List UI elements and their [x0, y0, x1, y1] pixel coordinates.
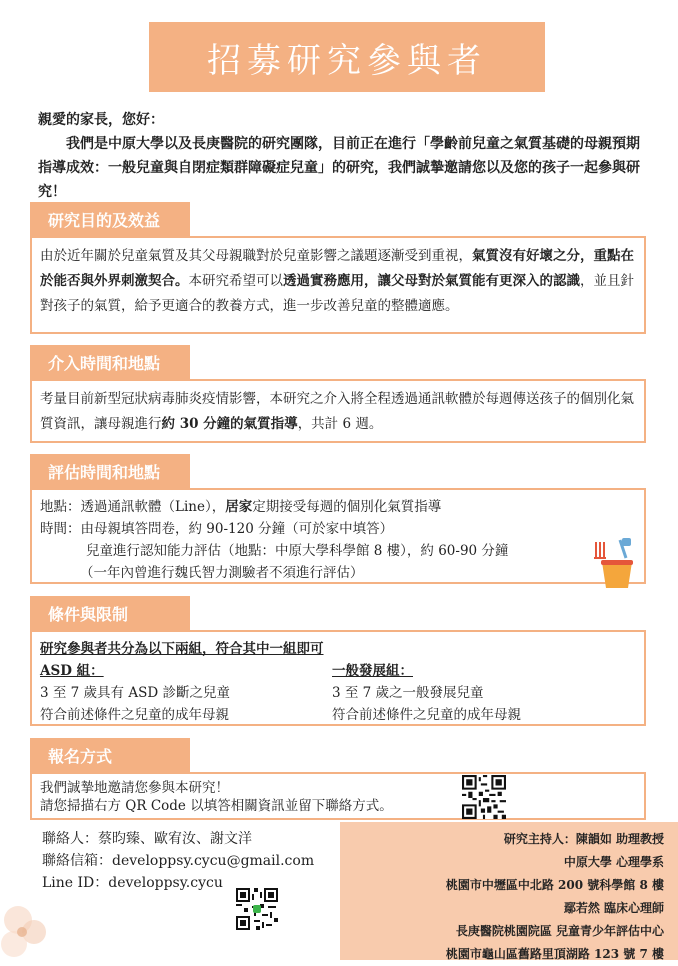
asd-criterion-1: 3 至 7 歲具有 ASD 診斷之兒童 [40, 685, 230, 701]
section-heading-purpose [30, 202, 190, 236]
assessment-note: （一年內曾進行魏氏智力測驗者不須進行評估） [80, 565, 364, 581]
text-span: 考量目前新型冠狀病毒肺炎疫情影響，本研究之介入將全程透過通訊軟體於每週傳送孩子的個別化氣質資訊，讓母親進行 [40, 391, 634, 432]
section-box-intervention [30, 379, 646, 443]
signup-line-2: 請您掃描右方 QR Code 以填答相關資訊並留下聯絡方式。 [40, 798, 393, 814]
text-span: ，並且針對孩子的氣質，給予更適合的教養方式，進一步改善兒童的整體適應。 [40, 273, 634, 314]
flower-decoration-icon [0, 880, 70, 960]
sand-bucket-icon [592, 536, 642, 592]
text-span: 定期接受每週的個別化氣質指導 [252, 499, 442, 515]
assessment-location [40, 496, 636, 518]
section-box-assessment [30, 488, 646, 584]
text-span: 本研究希望可以 [188, 273, 283, 289]
text-span: 由於近年關於兒童氣質及其父母親職對於兒童影響之議題逐漸受到重視， [40, 248, 472, 264]
general-criterion-1: 3 至 7 歲之一般發展兒童 [332, 685, 484, 701]
conditions-groups [40, 660, 636, 726]
principal-investigator-box [340, 822, 678, 960]
signup-qr-code[interactable] [462, 775, 506, 819]
bold-span: 一般發展組： [332, 663, 413, 679]
asd-criterion-2: 符合前述條件之兒童的成年母親 [40, 707, 229, 723]
heading-text: 介入時間和地點 [48, 353, 161, 373]
page-title: 招募研究參與者 [207, 40, 487, 81]
bold-span: 透過實務應用，讓父母對於氣質能有更深入的認識 [283, 273, 580, 289]
assessment-time: 時間：由母親填答問卷，約 90-120 分鐘（可於家中填答） [40, 521, 394, 537]
section-box-conditions [30, 630, 646, 726]
pi-line-4: 鄢若然 臨床心理師 [563, 901, 664, 915]
text-span: 地點：透過通訊軟體（Line）， [40, 499, 226, 515]
section-heading-assessment [30, 454, 190, 488]
section-heading-signup [30, 738, 190, 772]
pi-line-3: 桃園市中壢區中北路 200 號科學館 8 樓 [445, 878, 664, 892]
heading-text: 研究目的及效益 [48, 210, 161, 230]
contact-people: 聯絡人：蔡昀臻、歐宥汝、謝文洋 [42, 831, 252, 847]
intro-body: 我們是中原大學以及長庚醫院的研究團隊，目前正在進行「學齡前兒童之氣質基礎的母親預期指導成效：一般兒童與自閉症類群障礙症兒童」的研究，我們誠摯邀請您以及您的孩子一起參與研究！ [38, 136, 640, 200]
contact-block [42, 828, 314, 894]
contact-line-id[interactable]: Line ID：developpsy.cycu [42, 875, 223, 891]
text-span: ，共計 6 週。 [297, 416, 383, 432]
contact-email[interactable]: 聯絡信箱：developpsy.cycu@gmail.com [42, 853, 315, 869]
purpose-text [40, 244, 636, 319]
group-general [332, 660, 521, 726]
general-title [332, 660, 521, 682]
heading-text: 條件與限制 [48, 604, 129, 624]
asd-title [40, 660, 332, 682]
bold-span: ASD 組： [40, 663, 104, 679]
bold-span: 約 30 分鐘的氣質指導 [161, 416, 298, 432]
line-qr-code[interactable] [236, 888, 278, 930]
section-box-signup [30, 772, 646, 820]
assessment-child: 兒童進行認知能力評估（地點：中原大學科學館 8 樓），約 60-90 分鐘 [86, 543, 509, 559]
pi-line-1: 研究主持人：陳韻如 助理教授 [503, 832, 664, 846]
bold-span: 研究參與者共分為以下兩組，符合其中一組即可 [40, 641, 324, 657]
title-banner [149, 22, 545, 92]
pi-line-2: 中原大學 心理學系 [563, 855, 664, 869]
greeting: 親愛的家長，您好： [38, 112, 164, 128]
section-box-purpose [30, 236, 646, 334]
heading-text: 報名方式 [48, 746, 113, 766]
intro [38, 108, 648, 204]
intervention-text [40, 387, 636, 437]
bold-span: 居家 [225, 499, 253, 515]
group-asd [40, 660, 332, 726]
section-heading-intervention [30, 345, 190, 379]
general-criterion-2: 符合前述條件之兒童的成年母親 [332, 707, 521, 723]
signup-line-1: 我們誠摯地邀請您參與本研究！ [40, 780, 229, 796]
conditions-lead [40, 638, 636, 660]
pi-line-6: 桃園市龜山區舊路里頂湖路 123 號 7 樓 [445, 947, 664, 961]
pi-line-5: 長庚醫院桃園院區 兒童青少年評估中心 [455, 924, 664, 938]
bold-span: 氣質沒有好壞之分，重點在於能否與外界刺激契合。 [40, 248, 634, 289]
heading-text: 評估時間和地點 [48, 462, 161, 482]
section-heading-conditions [30, 596, 190, 630]
